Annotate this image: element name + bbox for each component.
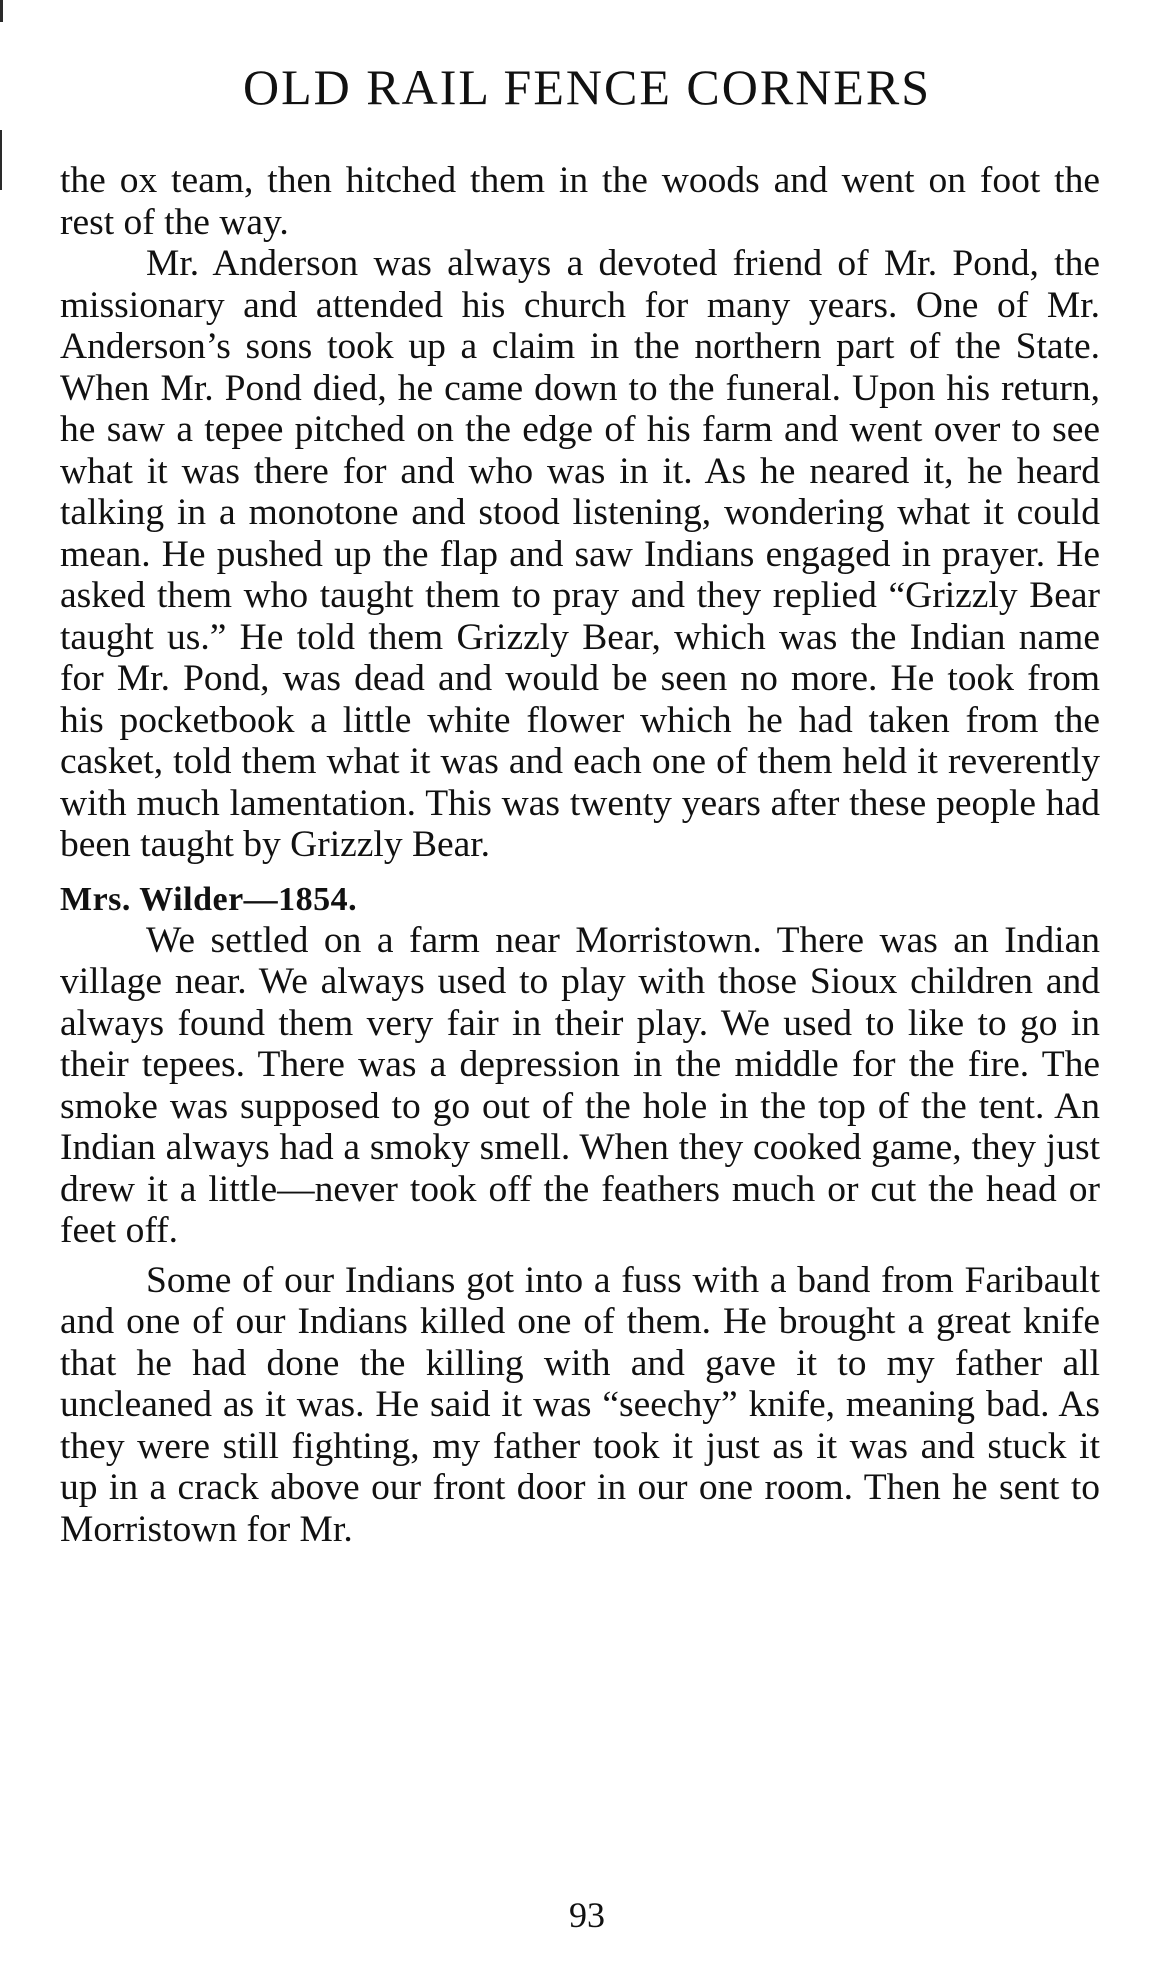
paragraph-wilder-1: We settled on a farm near Morristown. There was an Indian village near. We always used to play with those Sioux children and always found them very fair in their play. We used to like to go in their tepees. There was a depression in the middle for the fire. The smoke was supposed to go out of the hole in the top of the tent. An Indian always had a smoky smell. When they cooked game, they just drew it a little—never took off the feathers much or cut the head or feet off.: [60, 919, 1100, 1251]
section-heading: Mrs. Wilder—1854.: [60, 880, 358, 918]
paragraph-anderson: Mr. Anderson was always a devoted friend of Mr. Pond, the missionary and attended his church for many years. One of Mr. Anderson’s sons took up a claim in the northern part of the State. When Mr. Pond died, he came down to the funeral. Upon his return, he saw a tepee pitched on the edge of his farm and went over to see what it was there for and who was in it. As he neared it, he heard talking in a monotone and stood listening, wondering what it could mean. He pushed up the flap and saw Indians engaged in prayer. He asked them who taught them to pray and they replied “Grizzly Bear taught us.” He told them Grizzly Bear, which was the Indian name for Mr. Pond, was dead and would be seen no more. He took from his pocketbook a little white flower which he had taken from the casket, told them what it was and each one of them held it reverently with much lamentation. This was twenty years after these people had been taught by Grizzly Bear.: [60, 243, 1100, 865]
page-edge-mark: [0, 130, 2, 190]
body-text: [60, 160, 1100, 1550]
paragraph-wilder-2: Some of our Indians got into a fuss with a band from Faribault and one of our Indians killed one of them. He brought a great knife that he had done the killing with and gave it to my father all uncleaned as it was. He said it was “seechy” knife, meaning bad. As they were still fighting, my father took it just as it was and stuck it up in a crack above our front door in our one room. Then he sent to Morristown for Mr.: [60, 1259, 1100, 1550]
page-edge-mark: [0, 0, 3, 22]
page-number: 93: [569, 1895, 605, 1935]
running-head: OLD RAIL FENCE CORNERS: [242, 59, 932, 115]
paragraph-continuation: the ox team, then hitched them in the woods and went on foot the rest of the way.: [60, 160, 1100, 243]
